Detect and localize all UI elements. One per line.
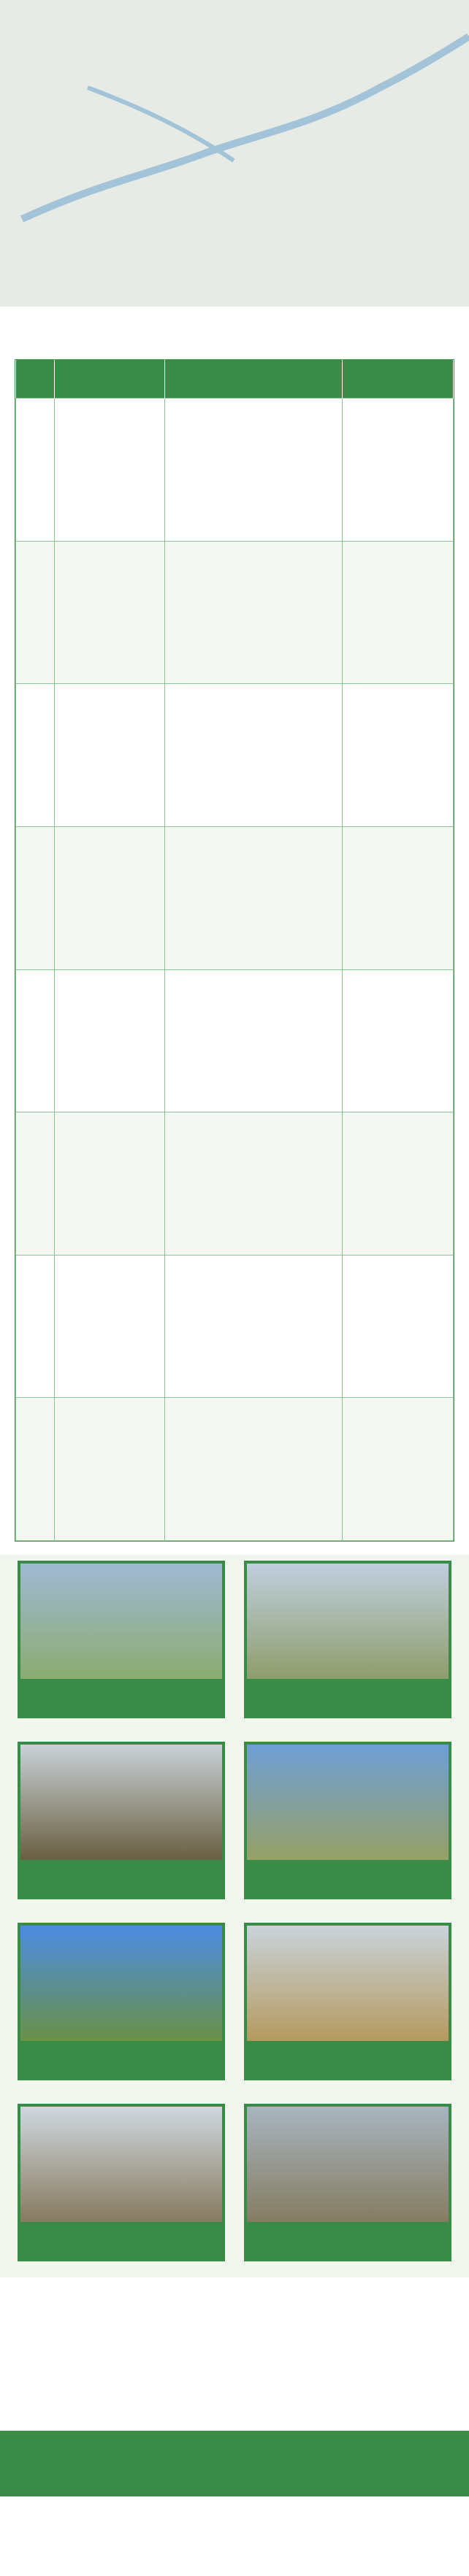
table-row: [16, 684, 454, 827]
row-location: [164, 1398, 342, 1541]
map-graphic: [0, 0, 469, 307]
photo-caption: [20, 2222, 222, 2258]
photo-caption: [247, 2222, 449, 2258]
site-photo: [20, 1745, 222, 1860]
row-location: [164, 969, 342, 1112]
row-req: [342, 969, 454, 1112]
site-table: [15, 360, 454, 1541]
row-id: [16, 399, 55, 542]
row-site: [54, 826, 164, 969]
row-req: [342, 826, 454, 969]
photo-card: [244, 2104, 451, 2261]
photo-card: [18, 1742, 225, 1899]
row-site: [54, 541, 164, 684]
col-header-id: [16, 360, 55, 399]
row-req: [342, 684, 454, 827]
row-req: [342, 1255, 454, 1398]
row-site: [54, 969, 164, 1112]
row-req: [342, 1112, 454, 1256]
site-photo: [247, 1564, 449, 1679]
row-location: [164, 684, 342, 827]
site-photo: [20, 1926, 222, 2041]
row-site: [54, 1398, 164, 1541]
row-id: [16, 1255, 55, 1398]
col-header-req: [342, 360, 454, 399]
row-location: [164, 399, 342, 542]
row-id: [16, 1398, 55, 1541]
photo-caption: [247, 2041, 449, 2077]
photo-caption: [247, 1860, 449, 1896]
row-req: [342, 1398, 454, 1541]
table-row: [16, 1398, 454, 1541]
table-row: [16, 399, 454, 542]
table-row: [16, 541, 454, 684]
row-site: [54, 684, 164, 827]
table-row: [16, 826, 454, 969]
row-location: [164, 541, 342, 684]
table-row: [16, 1255, 454, 1398]
row-site: [54, 1112, 164, 1256]
site-photo: [247, 1926, 449, 2041]
row-location: [164, 826, 342, 969]
photo-caption: [247, 1679, 449, 1715]
requirements-list: [15, 2511, 454, 2520]
photo-card: [244, 1742, 451, 1899]
row-site: [54, 399, 164, 542]
row-location: [164, 1112, 342, 1256]
photo-card: [244, 1923, 451, 2080]
row-id: [16, 1112, 55, 1256]
photo-card: [244, 1561, 451, 1718]
site-map: [0, 0, 469, 307]
row-req: [342, 399, 454, 542]
site-photo: [247, 1745, 449, 1860]
row-id: [16, 541, 55, 684]
photo-caption: [20, 1860, 222, 1896]
site-photo: [20, 1564, 222, 1679]
photo-card: [18, 1561, 225, 1718]
site-photo: [247, 2107, 449, 2222]
table-row: [16, 1112, 454, 1256]
photo-caption: [20, 2041, 222, 2077]
row-id: [16, 826, 55, 969]
row-location: [164, 1255, 342, 1398]
photo-card: [18, 2104, 225, 2261]
photo-caption: [20, 1679, 222, 1715]
row-id: [16, 684, 55, 827]
section-banner: [0, 2431, 469, 2496]
col-header-site: [54, 360, 164, 399]
row-id: [16, 969, 55, 1112]
photo-card: [18, 1923, 225, 2080]
section-title: [0, 321, 469, 353]
row-req: [342, 541, 454, 684]
col-header-location: [164, 360, 342, 399]
row-site: [54, 1255, 164, 1398]
site-table-container: [15, 359, 454, 1542]
photo-grid: [0, 1555, 469, 2277]
table-row: [16, 969, 454, 1112]
site-photo: [20, 2107, 222, 2222]
